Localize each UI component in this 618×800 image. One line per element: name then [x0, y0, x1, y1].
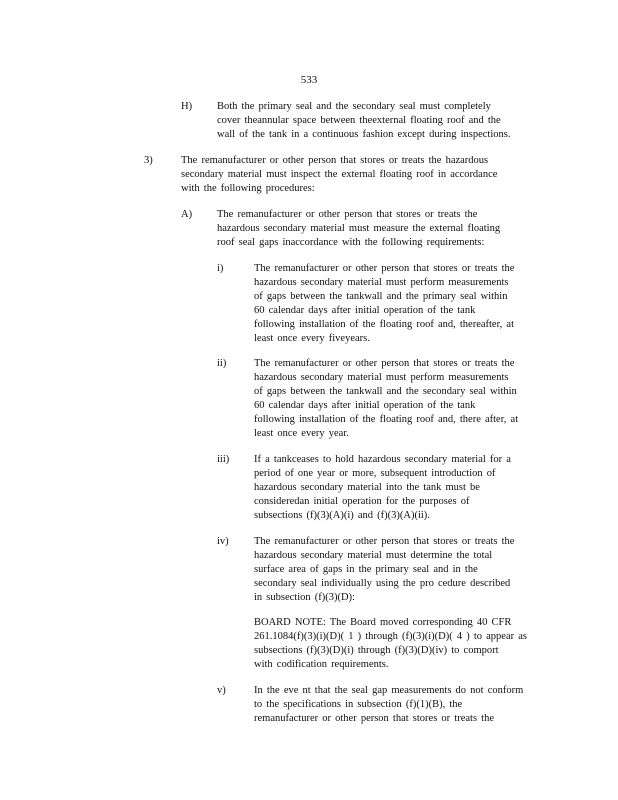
list-marker-iii: iii): [217, 454, 230, 465]
text-line: with codification requirements.: [254, 659, 389, 670]
text-line: following installation of the floating roof and, thereafter, at: [254, 319, 515, 330]
text-line: cover theannular space between theexternal floating roof and the: [217, 115, 501, 126]
list-marker-3: 3): [144, 155, 153, 166]
text-line: 60 calendar days after initial operation of the tank: [254, 305, 476, 316]
text-line: wall of the tank in a continuous fashion except during inspections.: [217, 129, 511, 140]
text-line: In the eve nt that the seal gap measurements do not conform: [254, 685, 524, 696]
list-marker-a: A): [181, 209, 193, 220]
page-number: 533: [300, 74, 318, 86]
text-line: in subsection (f)(3)(D):: [254, 592, 355, 603]
text-line: hazardous secondary material must perform measurements: [254, 372, 509, 383]
paragraph-v-text: [254, 684, 539, 726]
paragraph-iv-text: [254, 535, 539, 605]
text-line: secondary material must inspect the external floating roof in accordance: [181, 169, 498, 180]
text-line: The remanufacturer or other person that stores or treats the: [254, 536, 515, 547]
list-marker-v: v): [217, 685, 226, 696]
text-line: The remanufacturer or other person that stores or treats the: [217, 209, 478, 220]
paragraph-iii-text: [254, 453, 539, 523]
text-line: hazardous secondary material into the tank must be: [254, 482, 480, 493]
text-line: remanufacturer or other person that stores or treats the: [254, 713, 494, 724]
text-line: secondary seal individually using the pro cedure described: [254, 578, 511, 589]
board-note-text: [254, 616, 539, 672]
list-marker-ii: ii): [217, 358, 227, 369]
text-line: The remanufacturer or other person that stores or treats the: [254, 358, 515, 369]
text-line: subsections (f)(3)(D)(i) through (f)(3)(D)(iv) to comport: [254, 645, 499, 656]
text-line: 261.1084(f)(3)(i)(D)( 1 ) through (f)(3)(i)(D)( 4 ) to appear as: [254, 631, 527, 642]
text-line: of gaps between the tankwall and the secondary seal within: [254, 386, 517, 397]
text-line: 60 calendar days after initial operation of the tank: [254, 400, 476, 411]
list-marker-h: H): [181, 101, 193, 112]
text-line: surface area of gaps in the primary seal and in the: [254, 564, 478, 575]
text-line: hazardous secondary material must measure the external floating: [217, 223, 501, 234]
paragraph-ii-text: [254, 357, 539, 441]
list-marker-iv: iv): [217, 536, 229, 547]
text-line: least once every year.: [254, 428, 349, 439]
list-marker-i: i): [217, 263, 224, 274]
text-line: BOARD NOTE: The Board moved corresponding 40 CFR: [254, 617, 512, 628]
paragraph-3-text: [181, 154, 541, 196]
text-line: of gaps between the tankwall and the primary seal within: [254, 291, 508, 302]
paragraph-h-text: [217, 100, 537, 142]
text-line: roof seal gaps inaccordance with the following requirements:: [217, 237, 485, 248]
text-line: to the specifications in subsection (f)(1)(B), the: [254, 699, 463, 710]
text-line: period of one year or more, subsequent introduction of: [254, 468, 496, 479]
text-line: The remanufacturer or other person that stores or treats the: [254, 263, 515, 274]
text-line: hazardous secondary material must perform measurements: [254, 277, 509, 288]
text-line: with the following procedures:: [181, 183, 315, 194]
text-line: consideredan initial operation for the purposes of: [254, 496, 470, 507]
text-line: The remanufacturer or other person that stores or treats the hazardous: [181, 155, 489, 166]
text-line: hazardous secondary material must determine the total: [254, 550, 493, 561]
text-line: following installation of the floating roof and, there after, at: [254, 414, 519, 425]
paragraph-i-text: [254, 262, 539, 346]
text-line: subsections (f)(3)(A)(i) and (f)(3)(A)(ii).: [254, 510, 430, 521]
text-line: Both the primary seal and the secondary seal must completely: [217, 101, 491, 112]
text-line: least once every fiveyears.: [254, 333, 370, 344]
paragraph-a-text: [217, 208, 537, 250]
text-line: If a tankceases to hold hazardous secondary material for a: [254, 454, 511, 465]
